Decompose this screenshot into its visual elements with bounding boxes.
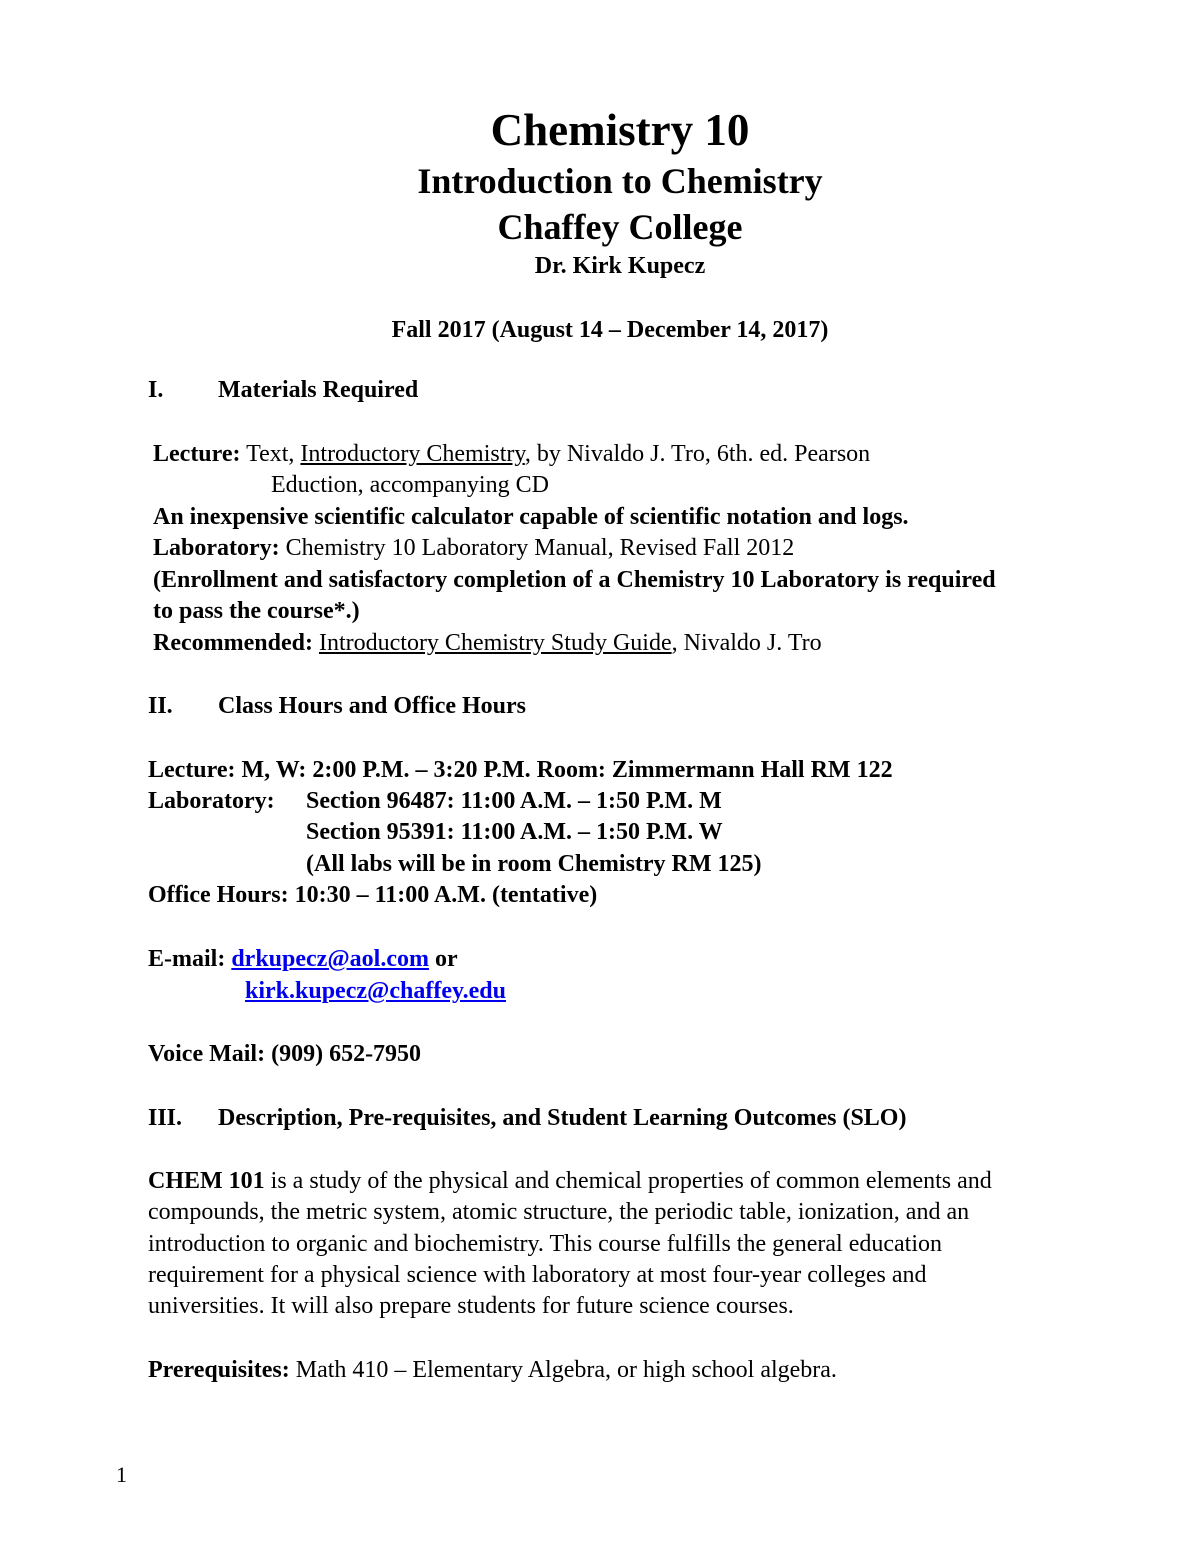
lecture-materials-line-2: Eduction, accompanying CD: [271, 472, 549, 498]
section-3-number: III.: [148, 1105, 183, 1131]
description-line-5: universities. It will also prepare students for future science courses.: [148, 1293, 794, 1319]
lecture-materials-line: [153, 440, 870, 468]
lab-section-2: Section 95391: 11:00 A.M. – 1:50 P.M. W: [306, 819, 723, 845]
prerequisites-line: [148, 1356, 837, 1384]
laboratory-text: Chemistry 10 Laboratory Manual, Revised Fall 2012: [285, 535, 795, 561]
section-1-number: I.: [148, 377, 164, 403]
section-2-title: Class Hours and Office Hours: [218, 693, 527, 719]
lab-section-1: Section 96487: 11:00 A.M. – 1:50 P.M. M: [306, 788, 722, 814]
description-line-4: requirement for a physical science with laboratory at most four-year colleges and: [148, 1262, 927, 1288]
description-line-3: introduction to organic and biochemistry. This course fulfills the general education: [148, 1231, 943, 1257]
recommended-book-title: Introductory Chemistry Study Guide: [318, 630, 672, 656]
section-3-title: Description, Pre-requisites, and Student Learning Outcomes (SLO): [218, 1105, 907, 1131]
recommended-line: [153, 629, 822, 657]
course-title: Chemistry 10: [490, 105, 750, 155]
section-1-title: Materials Required: [218, 377, 419, 403]
email-line-1: [148, 945, 458, 973]
description-line-2: compounds, the metric system, atomic structure, the periodic table, ionization, and an: [148, 1199, 970, 1225]
email-link-aol[interactable]: drkupecz@aol.com: [231, 946, 429, 972]
enrollment-note-line-1: (Enrollment and satisfactory completion of a Chemistry 10 Laboratory is required: [153, 567, 996, 593]
term-dates: Fall 2017 (August 14 – December 14, 2017): [391, 317, 829, 343]
lecture-book-title: Introductory Chemistry: [300, 441, 525, 467]
section-2-number: II.: [148, 693, 173, 719]
prerequisites-text: Math 410 – Elementary Algebra, or high school algebra.: [295, 1357, 837, 1383]
description-line-1: [148, 1167, 992, 1195]
email-or: or: [434, 946, 458, 972]
email-link-chaffey[interactable]: kirk.kupecz@chaffey.edu: [245, 978, 506, 1004]
voice-mail: Voice Mail: (909) 652-7950: [148, 1041, 422, 1067]
enrollment-note-line-2: to pass the course*.): [153, 598, 360, 624]
recommended-label: Recommended:: [153, 630, 313, 656]
laboratory-label: Laboratory:: [153, 535, 280, 561]
lecture-text-pre: Text,: [246, 441, 295, 467]
email-label: E-mail:: [148, 946, 226, 972]
calculator-requirement: An inexpensive scientific calculator capable of scientific notation and logs.: [153, 504, 909, 530]
course-subtitle: Introduction to Chemistry: [417, 161, 823, 201]
laboratory-label: Laboratory:: [148, 788, 275, 814]
description-course-code: CHEM 101: [148, 1168, 265, 1194]
prerequisites-label: Prerequisites:: [148, 1357, 290, 1383]
recommended-text-post: , Nivaldo J. Tro: [671, 630, 822, 656]
lecture-text-post: , by Nivaldo J. Tro, 6th. ed. Pearson: [524, 441, 871, 467]
page-number: 1: [116, 1462, 127, 1487]
lecture-schedule: Lecture: M, W: 2:00 P.M. – 3:20 P.M. Room: Zimmermann Hall RM 122: [148, 757, 893, 783]
lab-room-note: (All labs will be in room Chemistry RM 125): [306, 851, 762, 877]
laboratory-materials-line: [153, 534, 794, 562]
instructor-name: Dr. Kirk Kupecz: [534, 253, 706, 279]
description-text-1: is a study of the physical and chemical properties of common elements and: [264, 1168, 992, 1194]
lecture-label: Lecture:: [153, 441, 241, 467]
college-name: Chaffey College: [497, 207, 743, 247]
email-line-2: [245, 977, 506, 1005]
office-hours: Office Hours: 10:30 – 11:00 A.M. (tentative): [148, 882, 598, 908]
